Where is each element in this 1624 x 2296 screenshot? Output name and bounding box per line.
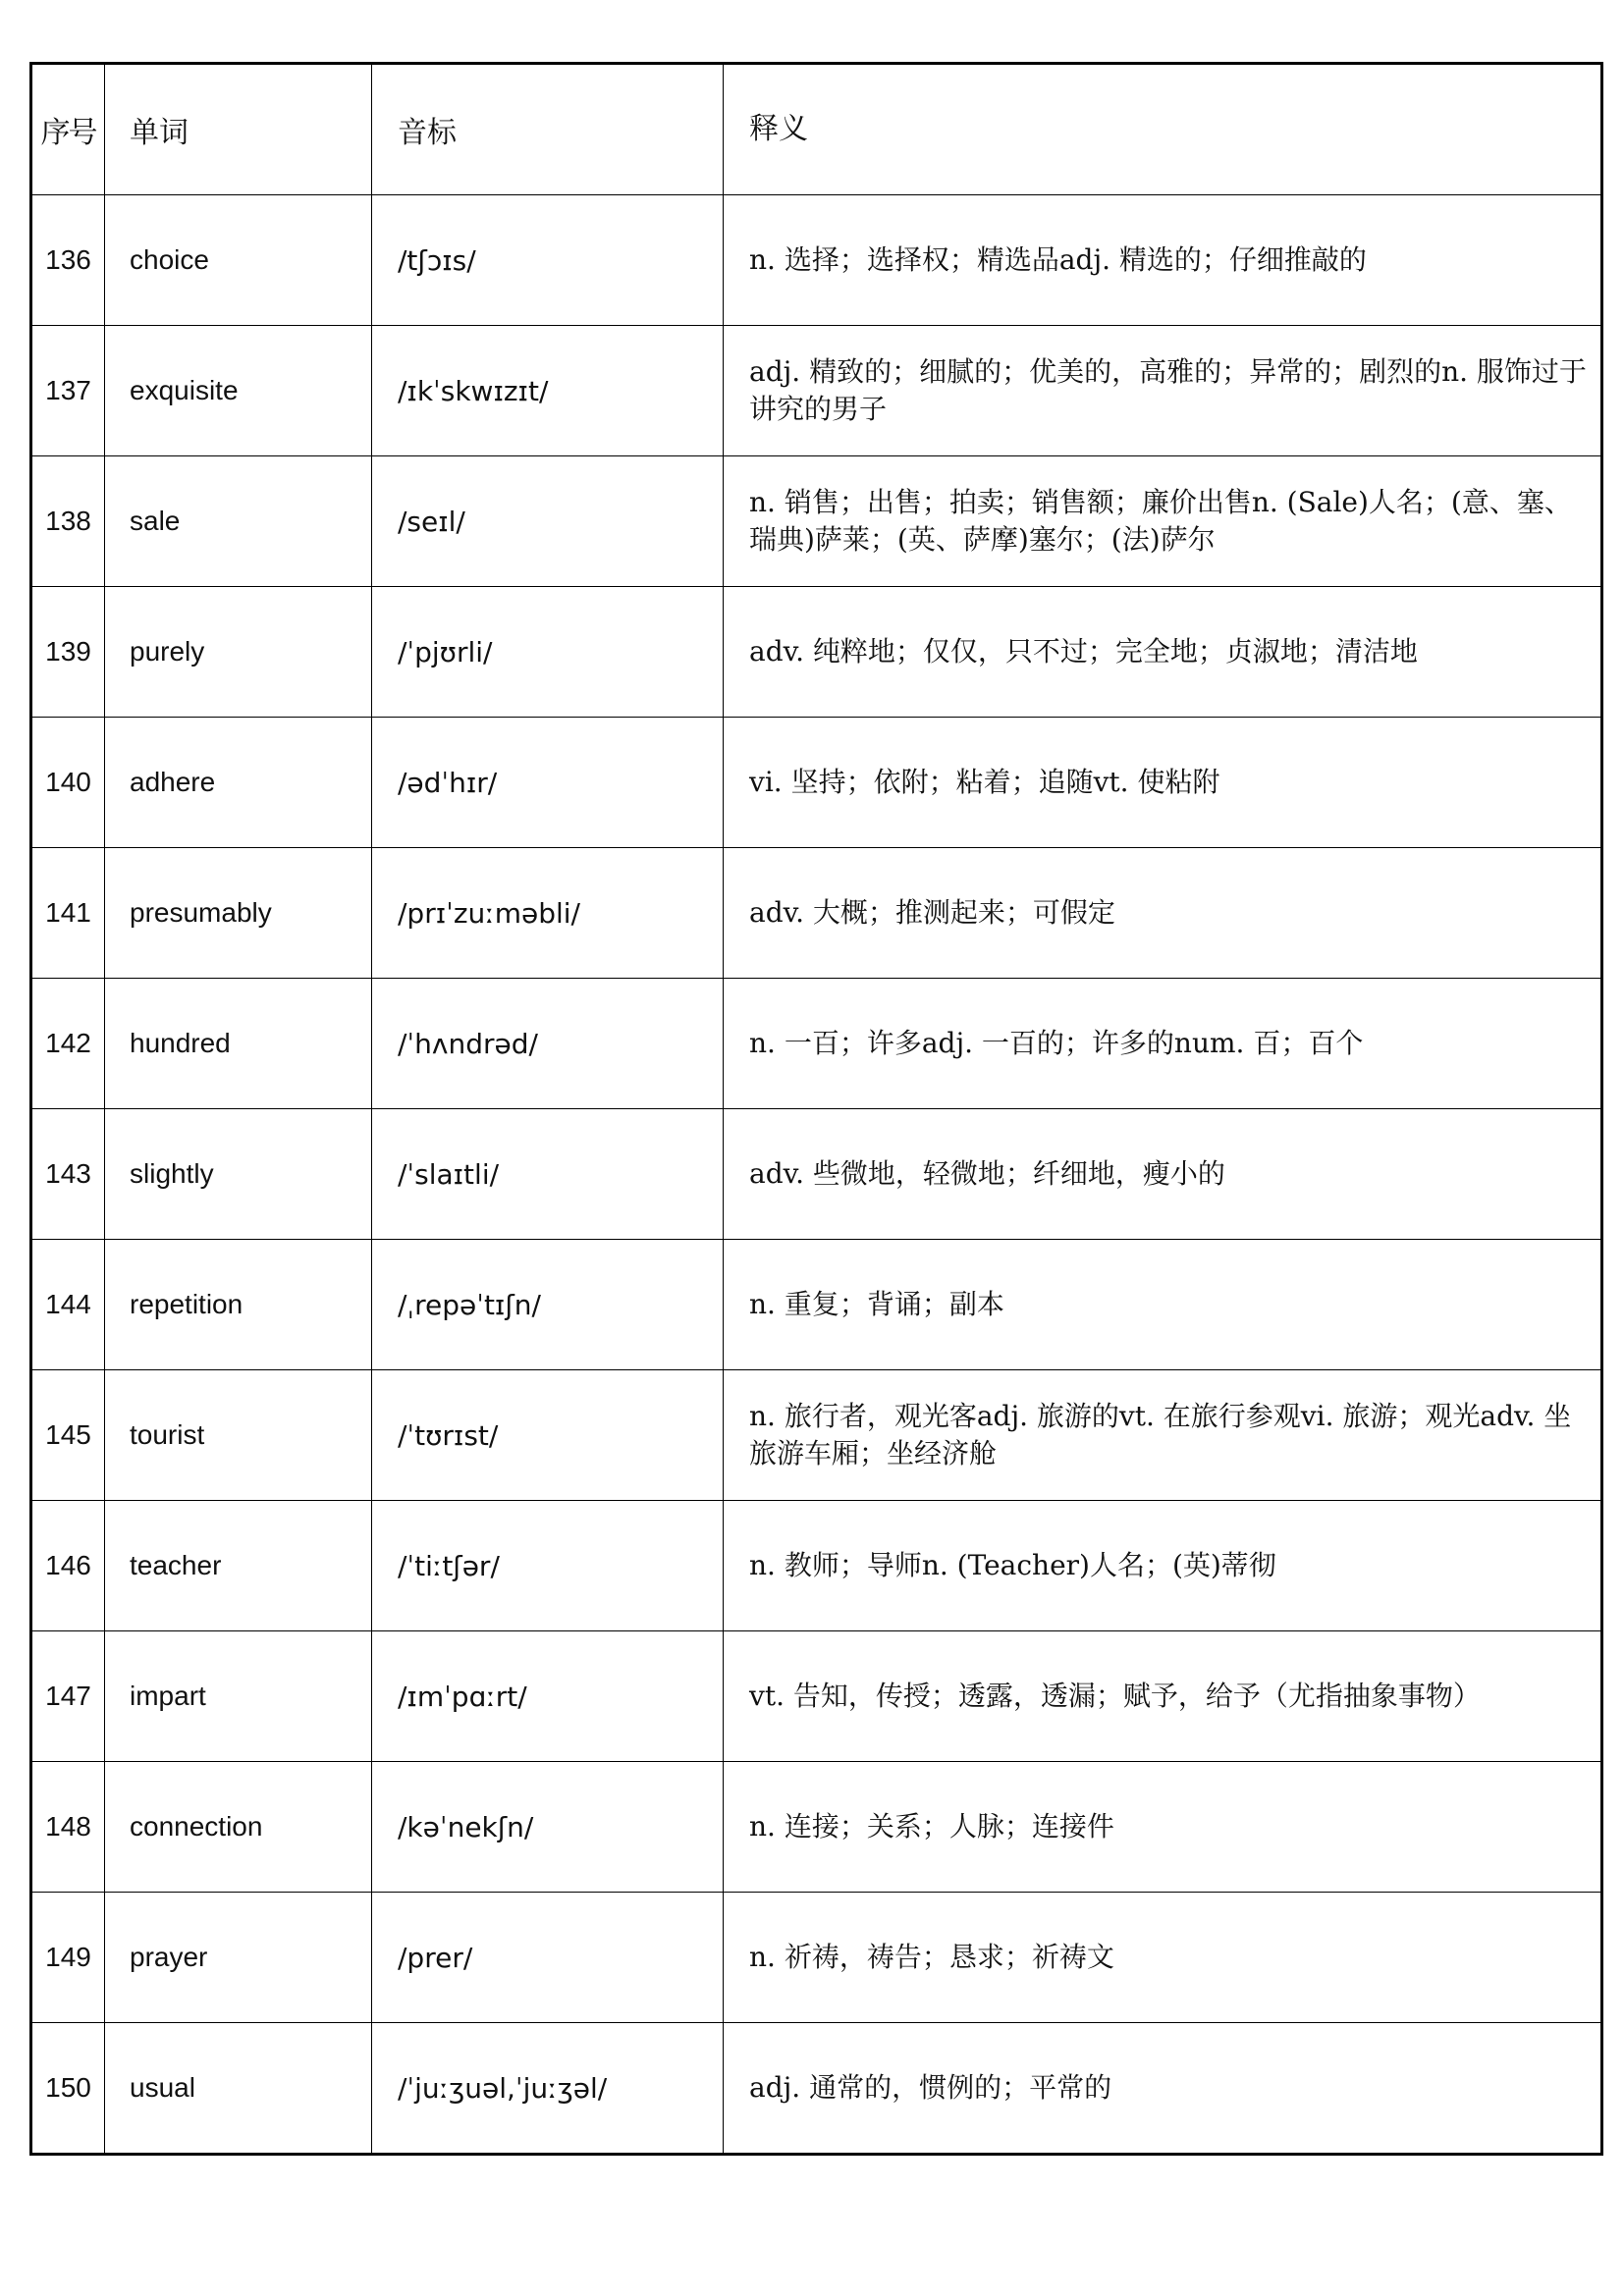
table-row [31, 1893, 1602, 2023]
row-word: choice [105, 195, 372, 326]
row-number: 138 [31, 456, 105, 587]
table-row [31, 1501, 1602, 1631]
table-row [31, 1631, 1602, 1762]
row-number: 147 [31, 1631, 105, 1762]
row-number: 144 [31, 1240, 105, 1370]
row-number: 143 [31, 1109, 105, 1240]
header-number: 序号 [31, 64, 105, 195]
row-definition: adv. 些微地，轻微地；纤细地，瘦小的 [724, 1109, 1602, 1240]
header-definition: 释义 [724, 64, 1602, 195]
row-definition: n. 一百；许多adj. 一百的；许多的num. 百；百个 [724, 979, 1602, 1109]
row-word: sale [105, 456, 372, 587]
row-definition: n. 选择；选择权；精选品adj. 精选的；仔细推敲的 [724, 195, 1602, 326]
header-phonetic: 音标 [372, 64, 724, 195]
row-word: prayer [105, 1893, 372, 2023]
row-phonetic: /ˈhʌndrəd/ [372, 979, 724, 1109]
table-row [31, 2023, 1602, 2155]
row-number: 142 [31, 979, 105, 1109]
row-definition: n. 祈祷，祷告；恳求；祈祷文 [724, 1893, 1602, 2023]
row-definition: n. 连接；关系；人脉；连接件 [724, 1762, 1602, 1893]
table-row [31, 1109, 1602, 1240]
vocabulary-table [29, 62, 1603, 2156]
header-word: 单词 [105, 64, 372, 195]
row-phonetic: /ˌrepəˈtɪʃn/ [372, 1240, 724, 1370]
table-row [31, 1240, 1602, 1370]
row-word: purely [105, 587, 372, 718]
row-word: usual [105, 2023, 372, 2155]
table-row [31, 718, 1602, 848]
row-definition: n. 旅行者，观光客adj. 旅游的vt. 在旅行参观vi. 旅游；观光adv. 坐旅游车厢；坐经济舱 [724, 1370, 1602, 1501]
row-phonetic: /ˈjuːʒuəl,ˈjuːʒəl/ [372, 2023, 724, 2155]
row-word: repetition [105, 1240, 372, 1370]
table-row [31, 979, 1602, 1109]
table-row [31, 848, 1602, 979]
row-phonetic: /ɪkˈskwɪzɪt/ [372, 326, 724, 456]
row-number: 146 [31, 1501, 105, 1631]
row-phonetic: /tʃɔɪs/ [372, 195, 724, 326]
row-phonetic: /prer/ [372, 1893, 724, 2023]
row-word: teacher [105, 1501, 372, 1631]
table-row [31, 195, 1602, 326]
row-number: 141 [31, 848, 105, 979]
row-phonetic: /ədˈhɪr/ [372, 718, 724, 848]
table-row [31, 326, 1602, 456]
row-word: slightly [105, 1109, 372, 1240]
row-definition: n. 销售；出售；拍卖；销售额；廉价出售n. (Sale)人名；(意、塞、瑞典)萨莱；(英、萨摩)塞尔；(法)萨尔 [724, 456, 1602, 587]
row-word: tourist [105, 1370, 372, 1501]
row-number: 148 [31, 1762, 105, 1893]
row-phonetic: /ɪmˈpɑːrt/ [372, 1631, 724, 1762]
row-phonetic: /ˈtʊrɪst/ [372, 1370, 724, 1501]
table-row [31, 1762, 1602, 1893]
row-phonetic: /ˈtiːtʃər/ [372, 1501, 724, 1631]
row-word: exquisite [105, 326, 372, 456]
header-row [31, 64, 1602, 195]
row-definition: adv. 大概；推测起来；可假定 [724, 848, 1602, 979]
row-definition: adj. 通常的，惯例的；平常的 [724, 2023, 1602, 2155]
row-word: presumably [105, 848, 372, 979]
row-phonetic: /ˈslaɪtli/ [372, 1109, 724, 1240]
row-number: 140 [31, 718, 105, 848]
row-definition: n. 重复；背诵；副本 [724, 1240, 1602, 1370]
row-word: adhere [105, 718, 372, 848]
table-row [31, 456, 1602, 587]
row-definition: adv. 纯粹地；仅仅，只不过；完全地；贞淑地；清洁地 [724, 587, 1602, 718]
row-definition: vt. 告知，传授；透露，透漏；赋予，给予（尤指抽象事物） [724, 1631, 1602, 1762]
row-word: hundred [105, 979, 372, 1109]
row-definition: n. 教师；导师n. (Teacher)人名；(英)蒂彻 [724, 1501, 1602, 1631]
row-definition: vi. 坚持；依附；粘着；追随vt. 使粘附 [724, 718, 1602, 848]
row-phonetic: /prɪˈzuːməbli/ [372, 848, 724, 979]
table-row [31, 587, 1602, 718]
row-number: 150 [31, 2023, 105, 2155]
row-phonetic: /kəˈnekʃn/ [372, 1762, 724, 1893]
table-row [31, 1370, 1602, 1501]
row-word: connection [105, 1762, 372, 1893]
row-number: 137 [31, 326, 105, 456]
row-phonetic: /ˈpjʊrli/ [372, 587, 724, 718]
row-number: 145 [31, 1370, 105, 1501]
vocabulary-table-body [31, 64, 1602, 2155]
row-number: 136 [31, 195, 105, 326]
row-number: 139 [31, 587, 105, 718]
row-phonetic: /seɪl/ [372, 456, 724, 587]
row-number: 149 [31, 1893, 105, 2023]
row-word: impart [105, 1631, 372, 1762]
row-definition: adj. 精致的；细腻的；优美的，高雅的；异常的；剧烈的n. 服饰过于讲究的男子 [724, 326, 1602, 456]
